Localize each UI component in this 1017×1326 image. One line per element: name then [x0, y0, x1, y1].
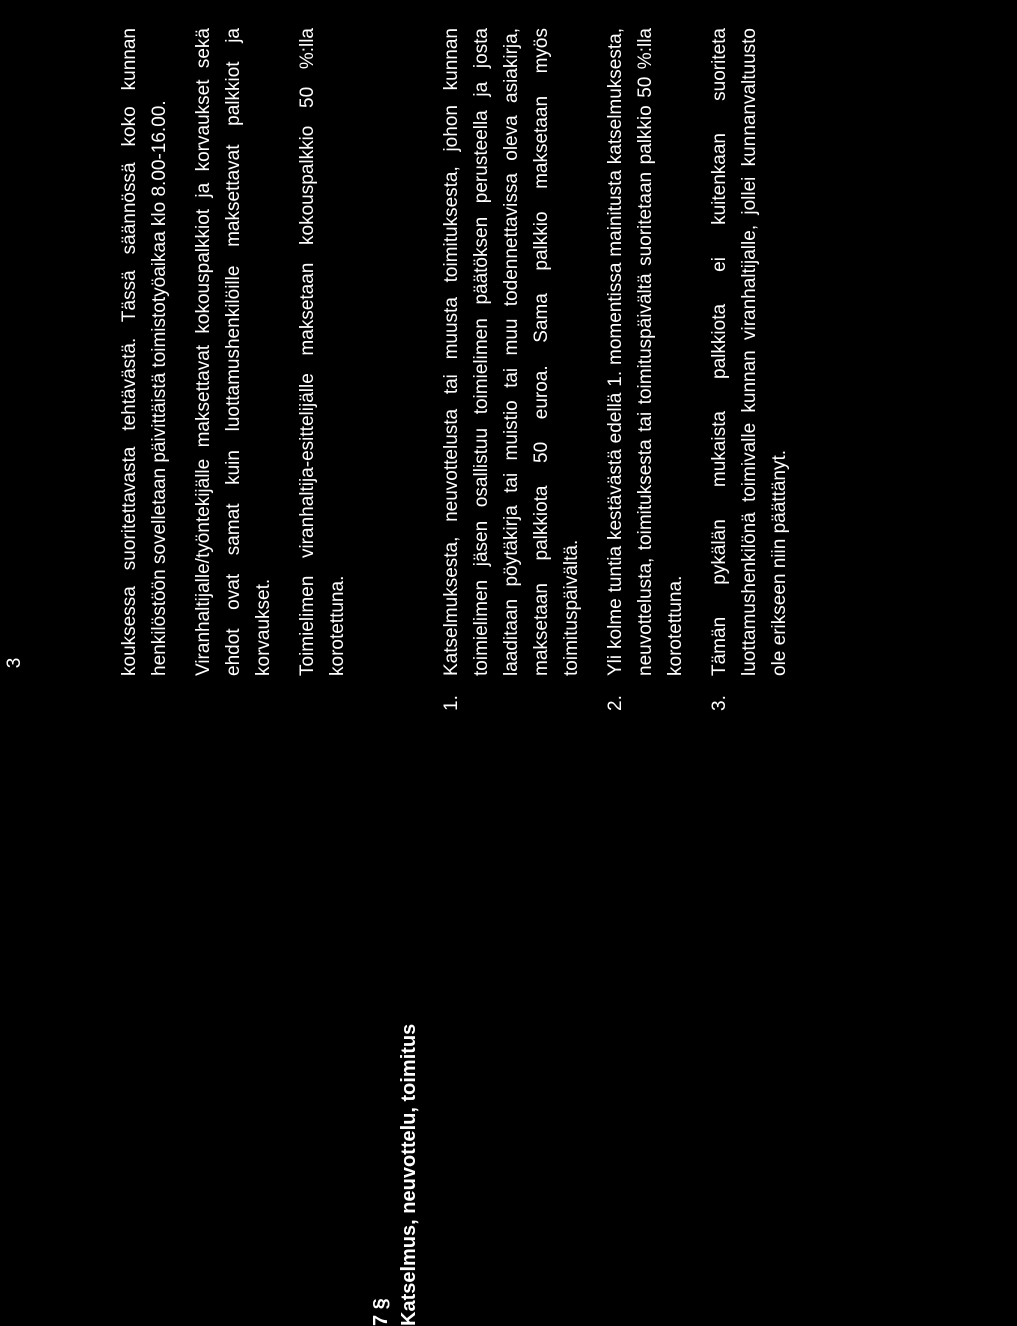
- page-number: 3: [4, 657, 25, 669]
- section-heading: [367, 0, 423, 1326]
- intro-paragraph-2: Viranhaltijalle/työntekijälle maksettavat kokouspalkkiot ja korvaukset sekä ehdot ovat samat kuin luottamushenkilöille maksettavat palkkiot ja korvaukset.: [193, 28, 274, 676]
- list-item: [601, 28, 691, 711]
- list-item-number: 2.: [605, 695, 626, 711]
- intro-paragraph-1: kouksessa suoritettavasta tehtävästä. Tässä säännössä koko kunnan henkilöstöön sovelletaan päivittäistä toimistotyöaikaa klo 8.00-16.00.: [119, 28, 170, 676]
- list-item-number: 3.: [709, 695, 730, 711]
- list-item-text: Yli kolme tuntia kestävästä edellä 1. momentissa mainitusta katselmuksesta, neuvottelusta, toimituksesta tai toimituspäivältä suoritetaan palkkio 50 %:lla korotettuna.: [605, 28, 686, 676]
- list-item: [437, 28, 587, 711]
- list-item-number: 1.: [441, 695, 462, 711]
- section-number: 7 §: [370, 1298, 392, 1326]
- section-item-list: [437, 28, 795, 711]
- section-title: Katselmus, neuvottelu, toimitus: [398, 1023, 420, 1326]
- document-body: [115, 0, 809, 1326]
- intro-paragraph-3: Toimielimen viranhaltija-esittelijälle maksetaan kokouspalkkio 50 %:lla korotettuna.: [297, 28, 348, 676]
- list-item: [705, 28, 795, 711]
- list-item-text: Tämän pykälän mukaista palkkiota ei kuitenkaan suoriteta luottamushenkilönä toimivalle kunnan viranhaltijalle, jollei kunnanvaltuusto ole erikseen niin päättänyt.: [709, 28, 790, 676]
- list-item-text: Katselmuksesta, neuvottelusta tai muusta toimituksesta, johon kunnan toimielimen jäsen osallistuu toimielimen päätöksen perusteella ja josta laaditaan pöytäkirja tai muistio tai muu todennettavissa oleva asiakirja, maksetaan palkkiota 50 euroa. Sama palkkio maksetaan myös toimituspäivältä.: [441, 28, 582, 676]
